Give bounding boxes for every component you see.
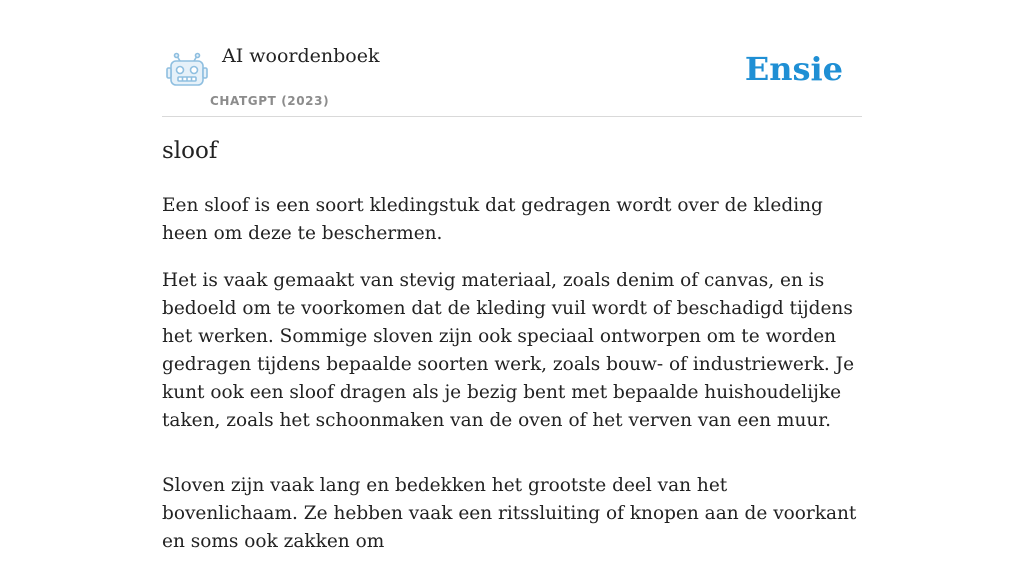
entry-header xyxy=(162,0,862,117)
robot-icon xyxy=(166,52,208,90)
entry-definition xyxy=(162,192,862,575)
source-year: CHATGPT (2023) xyxy=(210,94,330,108)
definition-paragraph: Het is vaak gemaakt van stevig materiaal, zoals denim of canvas, en is bedoeld om te voorkomen dat de kleding vuil wordt of beschadigd tijdens het werken. Sommige sloven zijn ook speciaal ontworpen om te worden gedragen tijdens bepaalde soorten werk, zoals bouw- of industriewerk. Je kunt ook een sloof dragen als je bezig bent met bepaalde huishoudelijke taken, zoals het schoonmaken van de oven of het verven van een muur. xyxy=(162,270,855,431)
entry-term: sloof xyxy=(162,138,218,164)
source-title[interactable]: AI woordenboek xyxy=(222,45,380,67)
definition-paragraph: Sloven zijn vaak lang en bedekken het grootste deel van het bovenlichaam. Ze hebben vaak een ritssluiting of knopen aan de voorkant en soms ook zakken om xyxy=(162,475,857,552)
definition-paragraph: Een sloof is een soort kledingstuk dat gedragen wordt over de kleding heen om deze te beschermen. xyxy=(162,195,823,244)
ensie-logo-link[interactable]: Ensie xyxy=(744,50,843,88)
